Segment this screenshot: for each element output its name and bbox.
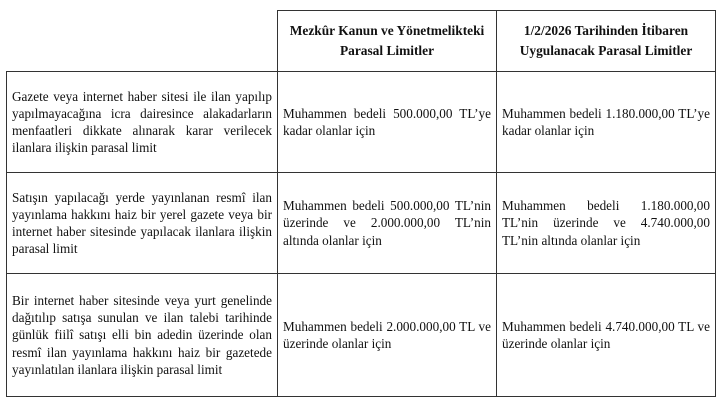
- row-description: Satışın yapılacağı yerde yayınlanan resmî ilan yayınlama hakkını haiz bir yerel gazete veya bir internet haber sitesinde yapılacak ilanlara ilişkin parasal limit: [7, 173, 278, 274]
- row-current-limit: Muhammen bedeli 500.000,00 TL’ye kadar olanlar için: [278, 72, 497, 173]
- row-new-limit: Muhammen bedeli 1.180.000,00 TL’ye kadar olanlar için: [497, 72, 716, 173]
- row-current-limit: Muhammen bedeli 2.000.000,00 TL ve üzerinde olanlar için: [278, 274, 497, 397]
- row-new-limit: Muhammen bedeli 4.740.000,00 TL ve üzerinde olanlar için: [497, 274, 716, 397]
- header-row: [7, 11, 716, 72]
- row-description: Bir internet haber sitesinde veya yurt genelinde dağıtılıp satışa sunulan ve ilan talebi tarihinde günlük fiilî satışı elli bin adedin üzerinde olan resmî ilan yayınlama hakkını haiz bir gazetede yayınlatılan ilanlara ilişkin parasal limit: [7, 274, 278, 397]
- table-row: [7, 274, 716, 397]
- table-row: [7, 173, 716, 274]
- table-row: [7, 72, 716, 173]
- header-new-limits: 1/2/2026 Tarihinden İtibaren Uygulanacak Parasal Limitler: [497, 11, 716, 72]
- header-empty-cell: [7, 11, 278, 72]
- row-new-limit: Muhammen bedeli 1.180.000,00 TL’nin üzerinde ve 4.740.000,00 TL’nin altında olanlar için: [497, 173, 716, 274]
- parasal-limitler-table: [6, 10, 716, 397]
- header-current-limits: Mezkûr Kanun ve Yönetmelikteki Parasal Limitler: [278, 11, 497, 72]
- row-description: Gazete veya internet haber sitesi ile ilan yapılıp yapılmayacağına icra dairesince alakadarların menfaatleri dikkate alınarak karar verilecek ilanlara ilişkin parasal limit: [7, 72, 278, 173]
- row-current-limit: Muhammen bedeli 500.000,00 TL’nin üzerinde ve 2.000.000,00 TL’nin altında olanlar için: [278, 173, 497, 274]
